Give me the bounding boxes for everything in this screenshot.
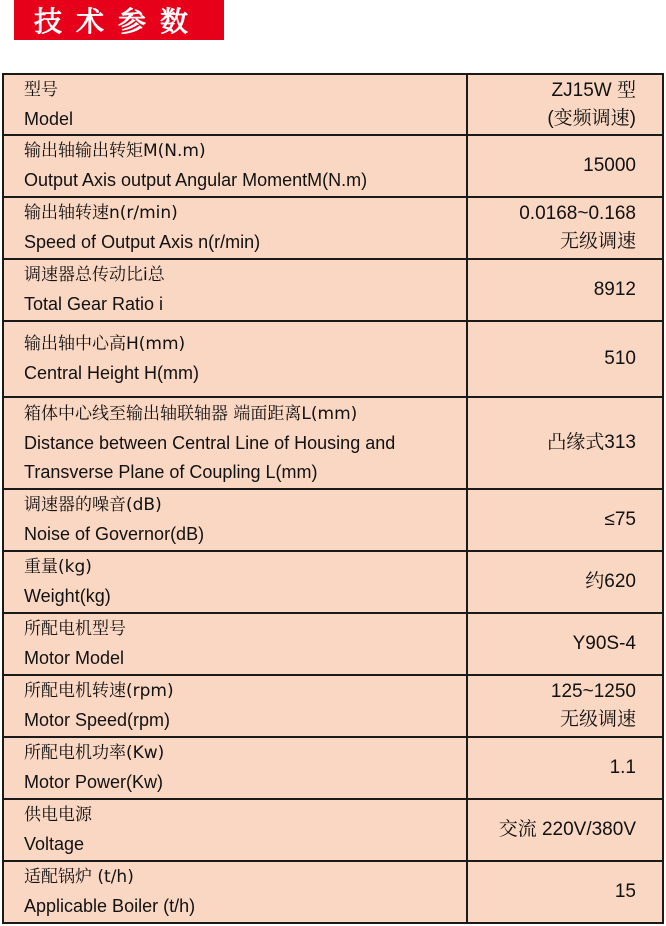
spec-label-cell	[3, 675, 467, 737]
spec-row	[3, 321, 663, 397]
spec-label-cell	[3, 74, 467, 135]
spec-value-cell	[467, 135, 663, 197]
spec-label-cell	[3, 259, 467, 321]
spec-label-cell	[3, 551, 467, 613]
spec-value: 凸缘式313	[547, 432, 636, 453]
spec-label-zh: 输出轴中心高H(mm)	[24, 334, 186, 354]
spec-label-cell	[3, 799, 467, 861]
spec-value: Y90S-4	[572, 633, 636, 654]
spec-row	[3, 675, 663, 737]
spec-row	[3, 861, 663, 923]
spec-label-en: Motor Speed(rpm)	[24, 710, 171, 730]
spec-value-cell	[467, 551, 663, 613]
spec-label-cell	[3, 861, 467, 923]
spec-row	[3, 737, 663, 799]
spec-row	[3, 397, 663, 489]
spec-value-cell	[467, 74, 663, 135]
spec-label-zh: 输出轴输出转矩M(N.m)	[24, 141, 206, 161]
spec-value-cell	[467, 489, 663, 551]
spec-value-cell	[467, 737, 663, 799]
spec-row	[3, 135, 663, 197]
spec-value: 交流 220V/380V	[498, 819, 636, 840]
spec-value-cell	[467, 799, 663, 861]
spec-value-cell	[467, 675, 663, 737]
spec-label-cell	[3, 489, 467, 551]
spec-label-cell	[3, 197, 467, 259]
spec-label-zh: 型号	[24, 79, 58, 100]
spec-value: 0.0168~0.168	[519, 203, 636, 224]
spec-label-en: Motor Model	[24, 648, 125, 668]
spec-label-cell	[3, 613, 467, 675]
spec-label-en: Model	[24, 108, 74, 129]
spec-label-en: Noise of Governor(dB)	[24, 524, 205, 544]
spec-value: 8912	[593, 279, 636, 300]
spec-label-zh: 箱体中心线至输出轴联轴器 端面距离L(mm)	[24, 403, 358, 424]
spec-label-cell	[3, 135, 467, 197]
spec-label-en: Transverse Plane of Coupling L(mm)	[24, 461, 318, 482]
spec-value-cell	[467, 397, 663, 489]
spec-label-zh: 所配电机转速(rpm)	[24, 681, 174, 701]
spec-row	[3, 613, 663, 675]
spec-value: ZJ15W 型	[551, 79, 636, 101]
spec-label-en: Distance between Central Line of Housing and	[24, 432, 396, 453]
spec-value: 1.1	[609, 757, 636, 778]
spec-value: 无级调速	[559, 231, 636, 252]
spec-row	[3, 74, 663, 135]
spec-label-en: Applicable Boiler (t/h)	[24, 896, 196, 916]
spec-label-cell	[3, 321, 467, 397]
spec-value-cell	[467, 259, 663, 321]
section-title-banner	[14, 0, 224, 40]
spec-row	[3, 197, 663, 259]
spec-value: 15	[614, 881, 636, 902]
spec-value: 无级调速	[559, 709, 636, 730]
spec-label-zh: 重量(kg)	[24, 557, 92, 577]
spec-value-cell	[467, 197, 663, 259]
spec-row	[3, 259, 663, 321]
spec-row	[3, 799, 663, 861]
spec-label-en: Output Axis output Angular MomentM(N.m)	[24, 170, 368, 190]
spec-value: 约620	[585, 571, 636, 592]
spec-value: 125~1250	[550, 681, 636, 702]
spec-label-zh: 供电电源	[24, 805, 92, 825]
spec-label-zh: 调速器总传动比i总	[24, 265, 165, 285]
spec-value: (变频调速)	[547, 107, 636, 129]
spec-value-cell	[467, 861, 663, 923]
section-title: 技术参数	[34, 5, 203, 38]
spec-label-en: Speed of Output Axis n(r/min)	[24, 232, 261, 252]
spec-label-en: Central Height H(mm)	[24, 363, 200, 383]
spec-label-zh: 调速器的噪音(dB)	[24, 495, 162, 515]
spec-label-en: Total Gear Ratio i	[24, 294, 164, 314]
spec-value-cell	[467, 321, 663, 397]
spec-label-zh: 所配电机功率(Kw)	[24, 743, 165, 763]
spec-row	[3, 489, 663, 551]
spec-value-cell	[467, 613, 663, 675]
spec-label-zh: 所配电机型号	[24, 619, 126, 639]
spec-table-body	[3, 74, 663, 923]
spec-value: ≤75	[604, 509, 636, 530]
spec-value: 15000	[583, 155, 636, 176]
spec-row	[3, 551, 663, 613]
spec-label-zh: 适配锅炉 (t/h)	[24, 867, 134, 887]
spec-label-cell	[3, 397, 467, 489]
spec-label-cell	[3, 737, 467, 799]
spec-label-en: Weight(kg)	[24, 586, 111, 606]
spec-label-en: Voltage	[24, 834, 85, 854]
spec-label-zh: 输出轴转速n(r/min)	[24, 203, 178, 223]
spec-table	[2, 73, 664, 924]
spec-label-en: Motor Power(Kw)	[24, 772, 164, 792]
spec-value: 510	[604, 348, 636, 369]
